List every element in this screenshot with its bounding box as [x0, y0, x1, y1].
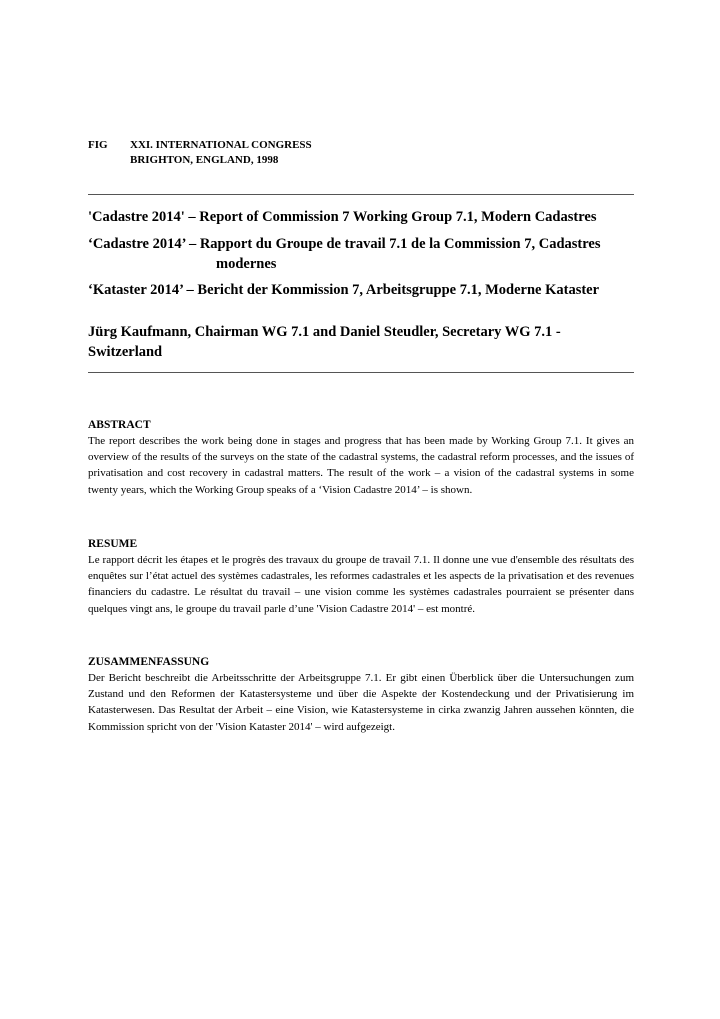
- title-french: [88, 234, 634, 274]
- abstract-heading: ABSTRACT: [88, 419, 151, 431]
- title-german: ‘Kataster 2014’ – Bericht der Kommission 7, Arbeitsgruppe 7.1, Moderne Kataster: [88, 282, 600, 298]
- zusammenfassung-text: Der Bericht beschreibt die Arbeitsschritte der Arbeitsgruppe 7.1. Er gibt einen Überblick über die Untersuchungen zum Zustand und den Reformen der Katastersysteme und über die Aspekte der Kostendeckung und der Privatisierung im Katasterwesen. Das Resultat der Arbeit – eine Vision, wie Katastersysteme in cirka zwanzig Jahren aussehen könnten, die Kommission spricht von der 'Vision Kataster 2014' – wird aufgezeigt.: [88, 672, 634, 733]
- congress-info: [130, 138, 312, 168]
- title-french-line1: ‘Cadastre 2014’ – Rapport du Groupe de travail 7.1 de la Commission 7, Cadastres: [88, 236, 601, 252]
- resume-heading: RESUME: [88, 538, 138, 550]
- congress-location: BRIGHTON, ENGLAND, 1998: [130, 154, 279, 166]
- abstract-text: The report describes the work being done in stages and progress that has been made by Working Group 7.1. It gives an overview of the results of the surveys on the state of the cadastral systems, the cadastral reform processes, and the issues of privatisation and cost recovery in cadastral matters. The result of the work – a vision of the cadastral systems in some twenty years, which the Working Group speaks of a ‘Vision Cadastre 2014’ – is shown.: [88, 435, 634, 496]
- resume-text: Le rapport décrit les étapes et le progrès des travaux du groupe de travail 7.1. Il donne une vue d'ensemble des résultats des enquêtes sur l’état actuel des systèmes cadastrales, les reformes cadastrales et les aspects de la privatisation et des revenues financiers du cadastre. Le résultat du travail – une vision comme les systèmes cadastrales pourraient se présenter dans quelques vingt ans, le groupe du travail parle d’une 'Vision Cadastre 2014' – est montré.: [88, 554, 634, 615]
- top-divider: [88, 194, 634, 195]
- zusammenfassung-heading: ZUSAMMENFASSUNG: [88, 656, 210, 668]
- bottom-divider: [88, 372, 634, 373]
- title-french-line2: modernes: [216, 256, 277, 272]
- congress-name: XXI. INTERNATIONAL CONGRESS: [130, 139, 312, 151]
- authors: Jürg Kaufmann, Chairman WG 7.1 and Daniel Steudler, Secretary WG 7.1 - Switzerland: [88, 324, 561, 360]
- title-english: 'Cadastre 2014' – Report of Commission 7 Working Group 7.1, Modern Cadastres: [88, 209, 597, 225]
- fig-label: FIG: [88, 139, 108, 151]
